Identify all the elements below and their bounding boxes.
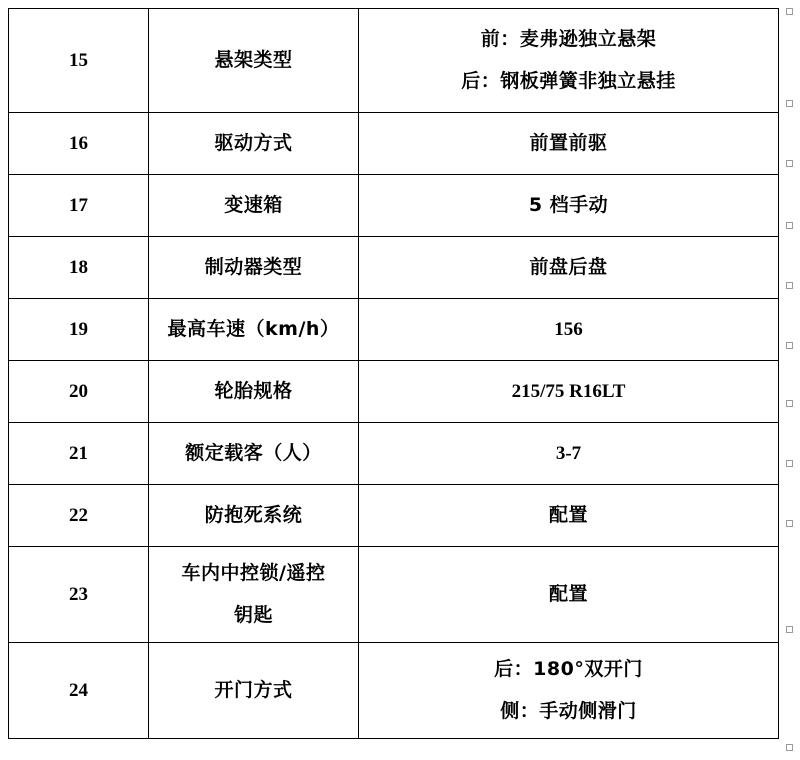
edit-mark [786,520,793,527]
table-row [9,9,779,113]
edit-mark [786,400,793,407]
table-row [9,485,779,547]
row-name: 开门方式 [149,643,359,739]
edit-mark [786,744,793,751]
edit-mark [786,460,793,467]
value-line: 后：钢板弹簧非独立悬挂 [461,69,676,92]
edit-mark [786,8,793,15]
row-value: 前置前驱 [359,113,779,175]
table-row [9,643,779,739]
row-index: 17 [9,175,149,237]
table-body [9,9,779,739]
edit-mark [786,100,793,107]
row-name: 变速箱 [149,175,359,237]
row-index: 23 [9,547,149,643]
table-row [9,423,779,485]
row-value [359,9,779,113]
row-index: 21 [9,423,149,485]
row-index: 15 [9,9,149,113]
row-index: 24 [9,643,149,739]
edit-mark [786,160,793,167]
row-name: 最高车速（km/h） [149,299,359,361]
row-index: 22 [9,485,149,547]
row-value: 215/75 R16LT [359,361,779,423]
row-index: 16 [9,113,149,175]
table-row [9,175,779,237]
table-row [9,237,779,299]
edit-mark [786,626,793,633]
edit-mark [786,342,793,349]
table-row [9,361,779,423]
edit-mark [786,282,793,289]
value-line: 前：麦弗逊独立悬架 [480,28,657,51]
row-value [359,643,779,739]
row-value: 配置 [359,547,779,643]
table-row [9,547,779,643]
row-value: 配置 [359,485,779,547]
row-index: 20 [9,361,149,423]
name-line: 车内中控锁/遥控 [181,562,326,585]
value-line: 侧：手动侧滑门 [500,699,637,722]
vehicle-spec-table [8,8,779,739]
row-value: 156 [359,299,779,361]
table-row [9,299,779,361]
row-value: 5 档手动 [359,175,779,237]
row-name: 额定载客（人） [149,423,359,485]
row-name: 防抱死系统 [149,485,359,547]
edit-mark [786,222,793,229]
row-index: 19 [9,299,149,361]
row-name: 驱动方式 [149,113,359,175]
name-line: 钥匙 [233,603,273,626]
row-name: 悬架类型 [149,9,359,113]
row-name: 制动器类型 [149,237,359,299]
value-line: 后：180°双开门 [494,658,643,681]
row-value: 前盘后盘 [359,237,779,299]
row-value: 3-7 [359,423,779,485]
row-index: 18 [9,237,149,299]
table-row [9,113,779,175]
row-name [149,547,359,643]
row-name: 轮胎规格 [149,361,359,423]
